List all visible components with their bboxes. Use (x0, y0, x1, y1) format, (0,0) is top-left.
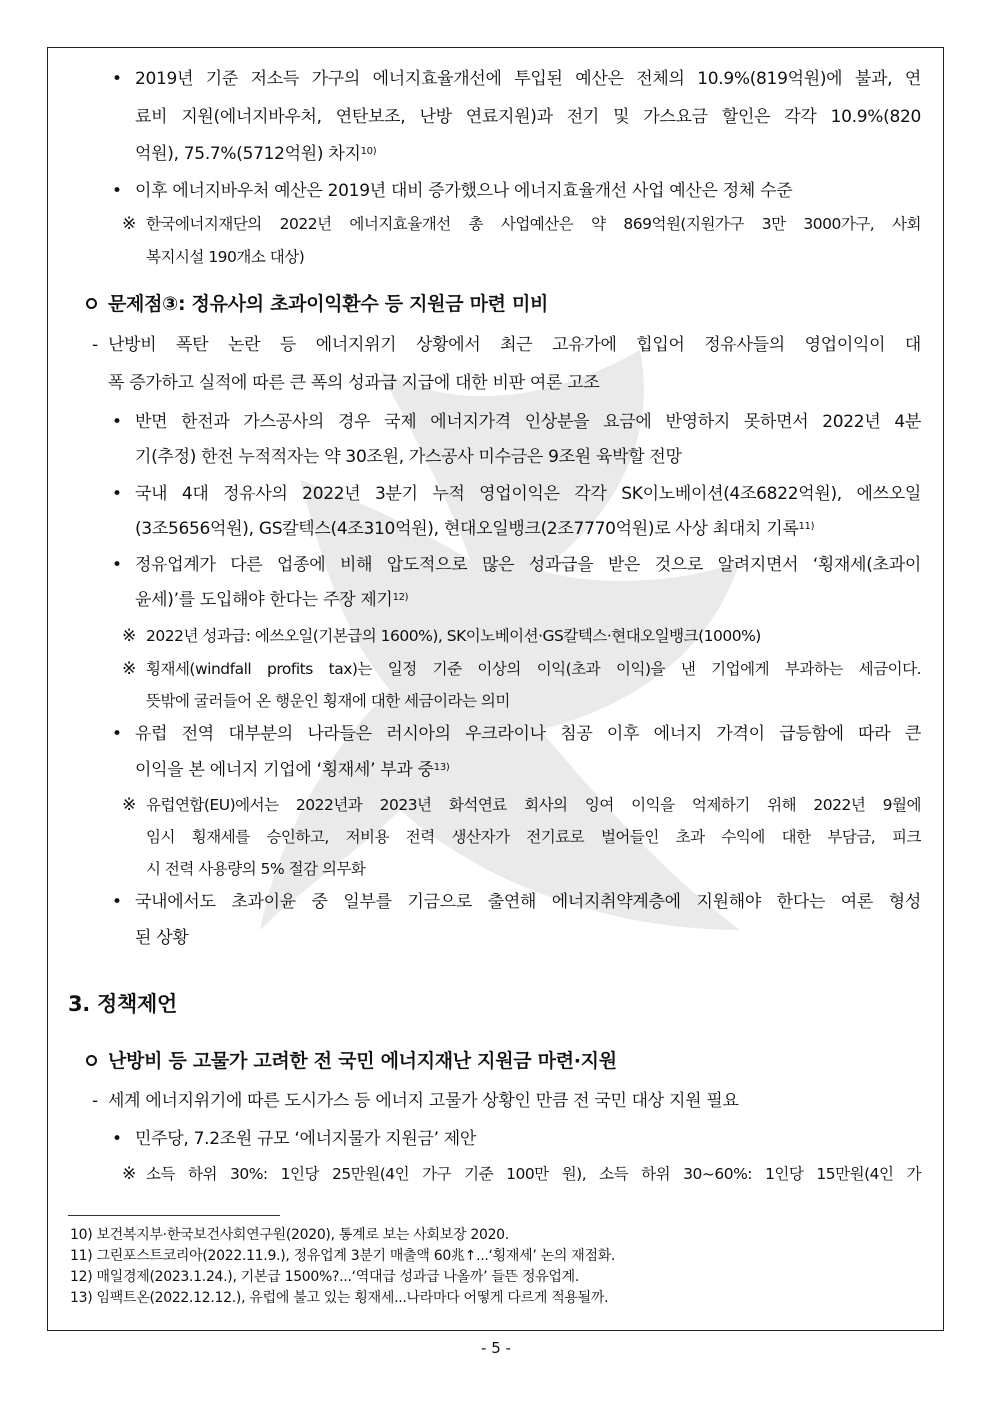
problem3-note3-line1: 유럽연합(EU)에서는 2022년과 2023년 화석연료 회사의 잉여 이익을 억제하기 위해 2022년 9월에 (146, 796, 921, 814)
bullet-marker: • (112, 892, 123, 912)
problem3-bullet5-line1: 국내에서도 초과이윤 중 일부를 기금으로 출연해 에너지취약계층에 지원해야 한다는 여론 형성 (135, 892, 921, 912)
footnote-number: 13) (70, 1290, 93, 1306)
note-marker: ※ (122, 795, 136, 815)
problem3-dash1-line1: 난방비 폭탄 논란 등 에너지위기 상황에서 최근 고유가에 힙입어 정유사들의 영업이익이 대 (108, 335, 921, 355)
footnote-11 (70, 1247, 615, 1266)
section3-dash1: 세계 에너지위기에 따른 도시가스 등 에너지 고물가 상황인 만큼 전 국민 대상 지원 필요 (108, 1091, 739, 1111)
problem3-bullet1-line2: 기(추정) 한전 누적적자는 약 30조원, 가스공사 미수금은 9조원 육박할 전망 (135, 447, 682, 467)
circle-bullet-icon (86, 1055, 97, 1066)
footnote-ref-11[interactable]: 11) (798, 521, 815, 532)
section3-title: 3. 정책제언 (68, 992, 177, 1016)
bullet-marker: • (112, 555, 123, 575)
block1-bullet1-line2: 료비 지원(에너지바우처, 연탄보조, 난방 연료지원)과 전기 및 가스요금 할인은 각각 10.9%(820 (135, 107, 921, 127)
problem3-note3-line2: 임시 횡재세를 승인하고, 저비용 전력 생산자가 전기료로 벌어들인 초과 수익에 대한 부담금, 피크 (146, 828, 921, 846)
bullet-marker: • (112, 181, 123, 201)
block1-bullet2: 이후 에너지바우처 예산은 2019년 대비 증가했으나 에너지효율개선 사업 예산은 정체 수준 (135, 181, 793, 201)
bullet-marker: • (112, 69, 123, 89)
section3-note1: 소득 하위 30%: 1인당 25만원(4인 가구 기준 100만 원), 소득 하위 30~60%: 1인당 15만원(4인 가 (146, 1165, 921, 1183)
footnote-ref-13[interactable]: 13) (433, 762, 450, 773)
bullet-marker: • (112, 412, 123, 432)
block1-note1-line2: 복지시설 190개소 대상) (146, 248, 305, 266)
section3-heading: 난방비 등 고물가 고려한 전 국민 에너지재난 지원금 마련·지원 (108, 1050, 617, 1072)
footnote-13 (70, 1289, 608, 1308)
footnote-number: 12) (70, 1269, 93, 1285)
block1-note1-line1: 한국에너지재단의 2022년 에너지효율개선 총 사업예산은 약 869억원(지원가구 3만 3000가구, 사회 (146, 215, 921, 233)
problem3-bullet1-line1: 반면 한전과 가스공사의 경우 국제 에너지가격 인상분을 요금에 반영하지 못하면서 2022년 4분 (135, 412, 921, 432)
circle-bullet-icon (86, 298, 97, 309)
bullet-marker: • (112, 724, 123, 744)
footnote-number: 11) (70, 1248, 93, 1264)
footnote-12 (70, 1268, 579, 1287)
problem3-bullet2-line1: 국내 4대 정유사의 2022년 3분기 누적 영업이익은 각각 SK이노베이션(4조6822억원), 에쓰오일 (135, 484, 921, 504)
problem3-heading: 문제점③: 정유사의 초과이익환수 등 지원금 마련 미비 (108, 293, 549, 315)
problem3-note3-line3: 시 전력 사용량의 5% 절감 의무화 (146, 860, 366, 878)
problem3-bullet4-line2: 이익을 본 에너지 기업에 ‘횡재세’ 부과 중 (135, 760, 434, 780)
footnote-text: 보건복지부·한국보건사회연구원(2020), 통계로 보는 사회보장 2020. (96, 1227, 509, 1243)
problem3-bullet3-line1: 정유업계가 다른 업종에 비해 압도적으로 많은 성과급을 받은 것으로 알려지면서 ‘횡재세(초과이 (135, 555, 921, 575)
footnote-text: 그린포스트코리아(2022.11.9.), 정유업계 3분기 매출액 60兆↑...‘횡재세’ 논의 재점화. (96, 1248, 616, 1264)
problem3-bullet2-line2: (3조5656억원), GS칼텍스(4조310억원), 현대오일뱅크(2조7770억원)로 사상 최대치 기록 (135, 519, 799, 539)
note-marker: ※ (122, 626, 136, 646)
footnote-10 (70, 1226, 509, 1245)
footnote-divider (68, 1215, 280, 1216)
problem3-bullet5-line2: 된 상황 (135, 928, 189, 948)
problem3-note1: 2022년 성과급: 에쓰오일(기본급의 1600%), SK이노베이션·GS칼텍스·현대오일뱅크(1000%) (146, 627, 761, 645)
section3-bullet1: 민주당, 7.2조원 규모 ‘에너지물가 지원금’ 제안 (135, 1129, 477, 1149)
bullet-marker: • (112, 484, 123, 504)
problem3-bullet4-line1: 유럽 전역 대부분의 나라들은 러시아의 우크라이나 침공 이후 에너지 가격이 급등함에 따라 큰 (135, 724, 921, 744)
footnote-text: 매일경제(2023.1.24.), 기본급 1500%?...‘역대급 성과급 나올까’ 들뜬 정유업계. (96, 1269, 580, 1285)
problem3-bullet3-line2: 윤세)’를 도입해야 한다는 주장 제기 (135, 590, 393, 610)
problem3-note2-line1: 횡재세(windfall profits tax)는 일정 기준 이상의 이익(초과 이익)을 낸 기업에게 부과하는 세금이다. (146, 660, 921, 678)
note-marker: ※ (122, 659, 136, 679)
footnote-ref-10[interactable]: 10) (360, 146, 377, 157)
page-number: - 5 - (481, 1339, 511, 1357)
footnote-text: 임팩트온(2022.12.12.), 유럽에 불고 있는 횡재세...나라마다 어떻게 다르게 적용될까. (96, 1290, 609, 1306)
dash-marker: - (92, 335, 99, 355)
footnote-number: 10) (70, 1227, 93, 1243)
note-marker: ※ (122, 1164, 136, 1184)
note-marker: ※ (122, 214, 136, 234)
problem3-note2-line2: 뜻밖에 굴러들어 온 행운인 횡재에 대한 세금이라는 의미 (146, 692, 510, 710)
block1-bullet1-line1: 2019년 기준 저소득 가구의 에너지효율개선에 투입된 예산은 전체의 10.9%(819억원)에 불과, 연 (135, 69, 921, 89)
block1-bullet1-line3: 억원), 75.7%(5712억원) 차지 (135, 144, 361, 164)
bullet-marker: • (112, 1129, 123, 1149)
dash-marker: - (92, 1091, 99, 1111)
problem3-dash1-line2: 폭 증가하고 실적에 따른 큰 폭의 성과급 지급에 대한 비판 여론 고조 (108, 373, 600, 393)
footnote-ref-12[interactable]: 12) (392, 592, 409, 603)
